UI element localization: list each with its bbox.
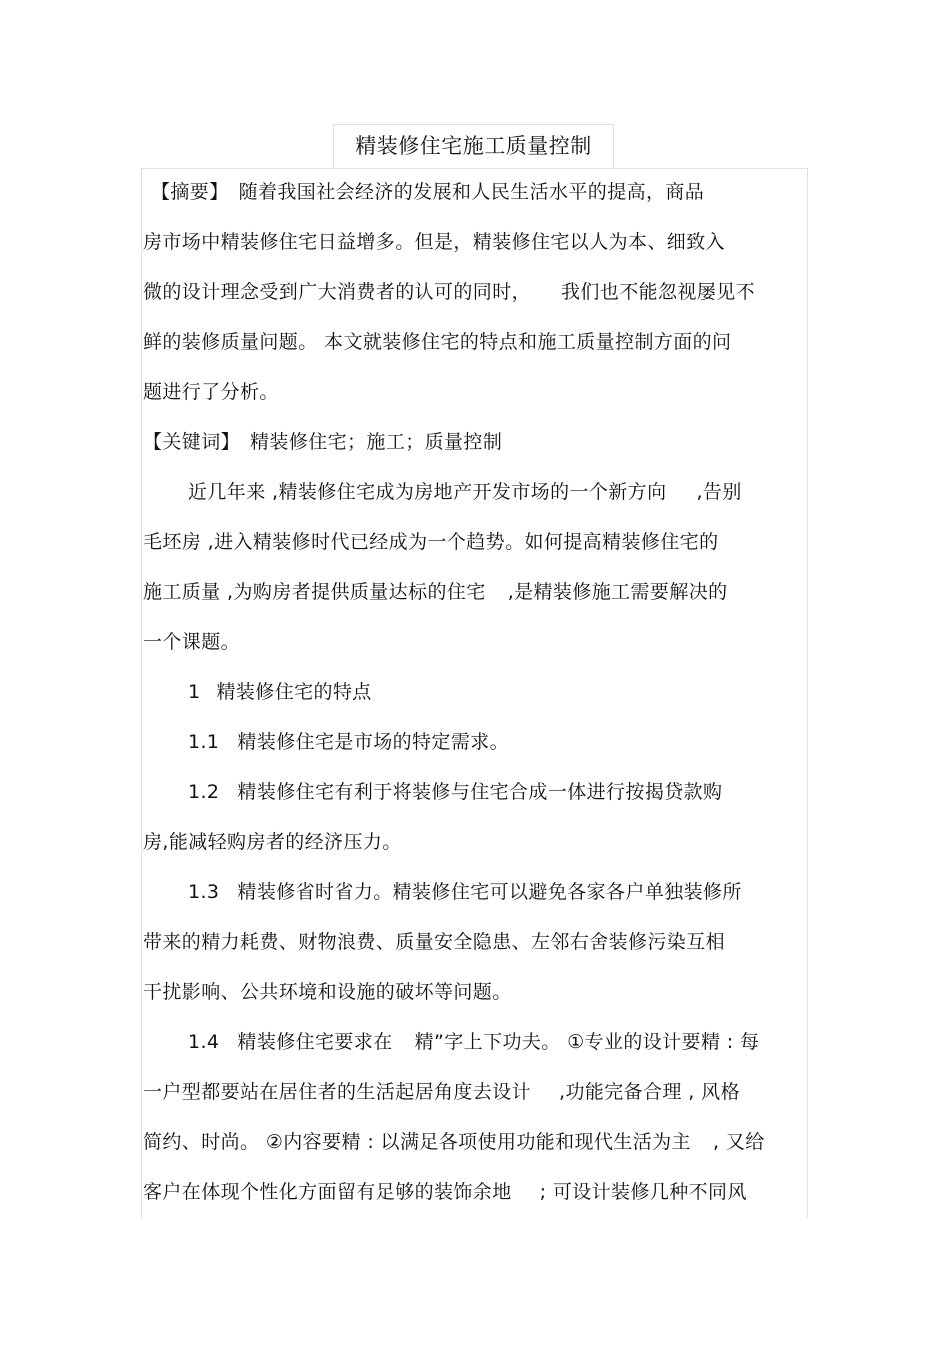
item-1-2-line-1 [188, 778, 722, 806]
item-1-2-number: 1.2 [188, 781, 220, 803]
abstract-text: 随着我国社会经济的发展和人民生活水平的提高，商品 [238, 181, 705, 203]
document-title: 精装修住宅施工质量控制 [355, 134, 592, 158]
item-1-3-line-3: 干扰影响、公共环境和设施的破坏等问题。 [143, 981, 512, 1003]
intro-line-4: 一个课题。 [143, 631, 241, 653]
item-1-4-line-2 [143, 1078, 740, 1106]
item-1-4-line-3a: 简约、时尚。 ②内容要精 : 以满足各项使用功能和现代生活为主 [143, 1131, 691, 1153]
item-1-4-number: 1.4 [188, 1031, 220, 1053]
item-1-4-line-1 [188, 1028, 759, 1056]
abstract-line-1 [151, 178, 704, 206]
abstract-line-3b: 我们也不能忽视屡见不 [561, 281, 756, 303]
section-1-title: 精装修住宅的特点 [216, 681, 372, 703]
item-1-4-line-4 [143, 1178, 747, 1206]
intro-line-3 [143, 578, 728, 606]
item-1-4-line-4b: ; 可设计装修几种不同风 [539, 1181, 747, 1203]
keywords-text: 精装修住宅；施工；质量控制 [250, 431, 503, 453]
item-1-4-text-b: 精”字上下功夫。 ①专业的设计要精 : 每 [414, 1031, 760, 1053]
item-1-4-text-a: 精装修住宅要求在 [237, 1031, 393, 1053]
item-1-4-line-3b: , 又给 [712, 1131, 765, 1153]
abstract-line-5: 题进行了分析。 [143, 381, 279, 403]
abstract-line-3a: 微的设计理念受到广大消费者的认可的同时， [143, 281, 532, 303]
intro-line-2: 毛坯房 ,进入精装修时代已经成为一个趋势。如何提高精装修住宅的 [143, 531, 719, 553]
item-1-2-line-2: 房,能减轻购房者的经济压力。 [143, 831, 402, 853]
abstract-label: 【摘要】 [151, 181, 229, 203]
item-1-3-number: 1.3 [188, 881, 220, 903]
item-1-4-line-4a: 客户在体现个性化方面留有足够的装饰余地 [143, 1181, 512, 1203]
item-1-3-line-2: 带来的精力耗费、财物浪费、质量安全隐患、左邻右舍装修污染互相 [143, 931, 726, 953]
intro-line-3a: 施工质量 ,为购房者提供质量达标的住宅 [143, 581, 486, 603]
abstract-line-3 [143, 278, 755, 306]
abstract-line-2: 房市场中精装修住宅日益增多。但是，精装修住宅以人为本、细致入 [143, 231, 726, 253]
intro-line-1b: ,告别 [696, 481, 742, 503]
keywords-line [143, 428, 502, 456]
section-1-number: 1 [188, 681, 201, 703]
item-1-1-number: 1.1 [188, 731, 220, 753]
item-1-1 [188, 728, 509, 756]
item-1-3-text: 精装修省时省力。精装修住宅可以避免各家各户单独装修所 [237, 881, 742, 903]
keywords-label: 【关键词】 [143, 431, 241, 453]
intro-line-3b: ,是精装修施工需要解决的 [507, 581, 728, 603]
intro-line-1 [188, 478, 742, 506]
item-1-4-line-3 [143, 1128, 765, 1156]
item-1-2-text: 精装修住宅有利于将装修与住宅合成一体进行按揭贷款购 [237, 781, 723, 803]
item-1-4-line-2a: 一户型都要站在居住者的生活起居角度去设计 [143, 1081, 532, 1103]
section-1-heading [188, 678, 372, 706]
item-1-1-text: 精装修住宅是市场的特定需求。 [237, 731, 510, 753]
item-1-3-line-1 [188, 878, 742, 906]
intro-line-1a: 近几年来 ,精装修住宅成为房地产开发市场的一个新方向 [188, 481, 667, 503]
abstract-line-4: 鲜的装修质量问题。 本文就装修住宅的特点和施工质量控制方面的问 [143, 331, 732, 353]
item-1-4-line-2b: ,功能完备合理 , 风格 [559, 1081, 740, 1103]
